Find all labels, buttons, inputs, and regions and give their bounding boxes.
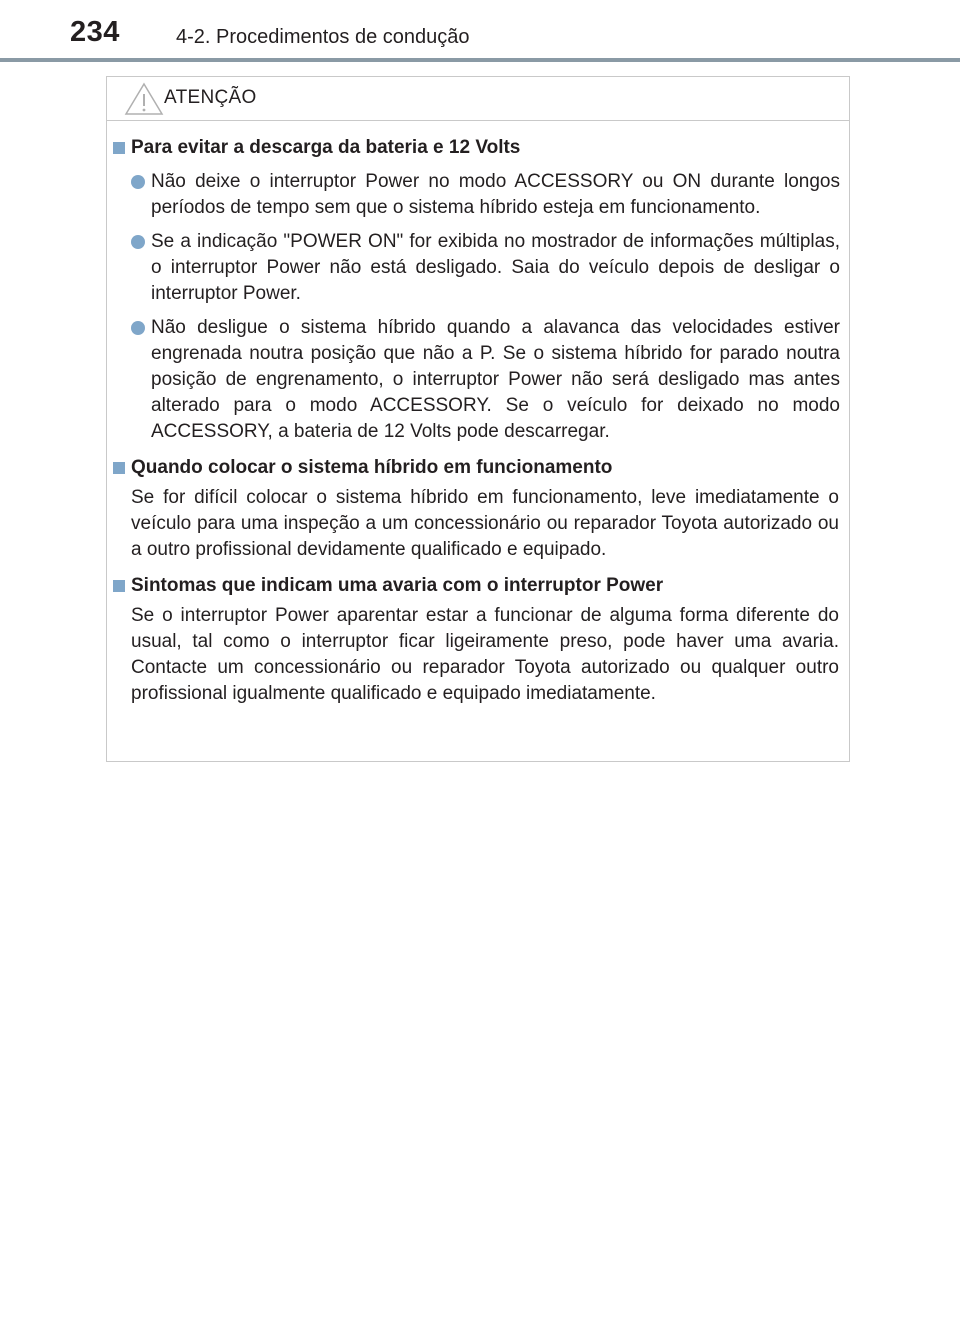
warning-content — [107, 135, 849, 707]
warning-header — [107, 77, 849, 121]
list-item: Não deixe o interruptor Power no modo ACCESSORY ou ON durante longos períodos de tempo sem que o sistema híbrido esteja em funcionamento. — [107, 169, 849, 221]
square-bullet-icon — [113, 462, 125, 474]
page-header — [0, 0, 960, 62]
section-heading: Para evitar a descarga da bateria e 12 Volts — [107, 135, 849, 161]
square-bullet-icon — [113, 142, 125, 154]
circle-bullet-icon — [131, 175, 145, 189]
section-starting — [107, 455, 849, 563]
section-paragraph: Se o interruptor Power aparentar estar a funcionar de alguma forma diferente do usual, tal como o interruptor ficar ligeiramente preso, pode haver uma avaria. Contacte um concessionário ou reparador Toyota autorizado ou qualquer outro profissional igualmente qualificado e equipado imediatamente. — [131, 605, 839, 704]
list-item: Não desligue o sistema híbrido quando a alavanca das velocidades estiver engrenada noutra posição que não a P. Se o sistema híbrido for parado noutra posição de engrenamento, o interruptor Power não será desligado mas antes alterado para o modo ACCESSORY. Se o veículo for deixado no modo ACCESSORY, a bateria de 12 Volts pode descarregar. — [107, 315, 849, 445]
circle-bullet-icon — [131, 321, 145, 335]
section-title: 4-2. Procedimentos de condução — [176, 26, 470, 48]
warning-triangle-icon — [124, 82, 164, 116]
section-paragraph: Se for difícil colocar o sistema híbrido em funcionamento, leve imediatamente o veículo para uma inspeção a um concessionário ou reparador Toyota autorizado ou a outro profissional devidamente qualificado e equipado. — [131, 487, 839, 560]
circle-bullet-icon — [131, 235, 145, 249]
section-heading: Quando colocar o sistema híbrido em funcionamento — [107, 455, 849, 481]
square-bullet-icon — [113, 580, 125, 592]
header-rule — [0, 58, 960, 62]
page-number: 234 — [70, 16, 120, 48]
warning-box — [106, 76, 850, 762]
warning-label: ATENÇÃO — [164, 87, 257, 108]
section-battery — [107, 135, 849, 445]
section-symptoms — [107, 573, 849, 707]
section-heading: Sintomas que indicam uma avaria com o interruptor Power — [107, 573, 849, 599]
list-item: Se a indicação "POWER ON" for exibida no mostrador de informações múltiplas, o interruptor Power não está desligado. Saia do veículo depois de desligar o interruptor Power. — [107, 229, 849, 307]
